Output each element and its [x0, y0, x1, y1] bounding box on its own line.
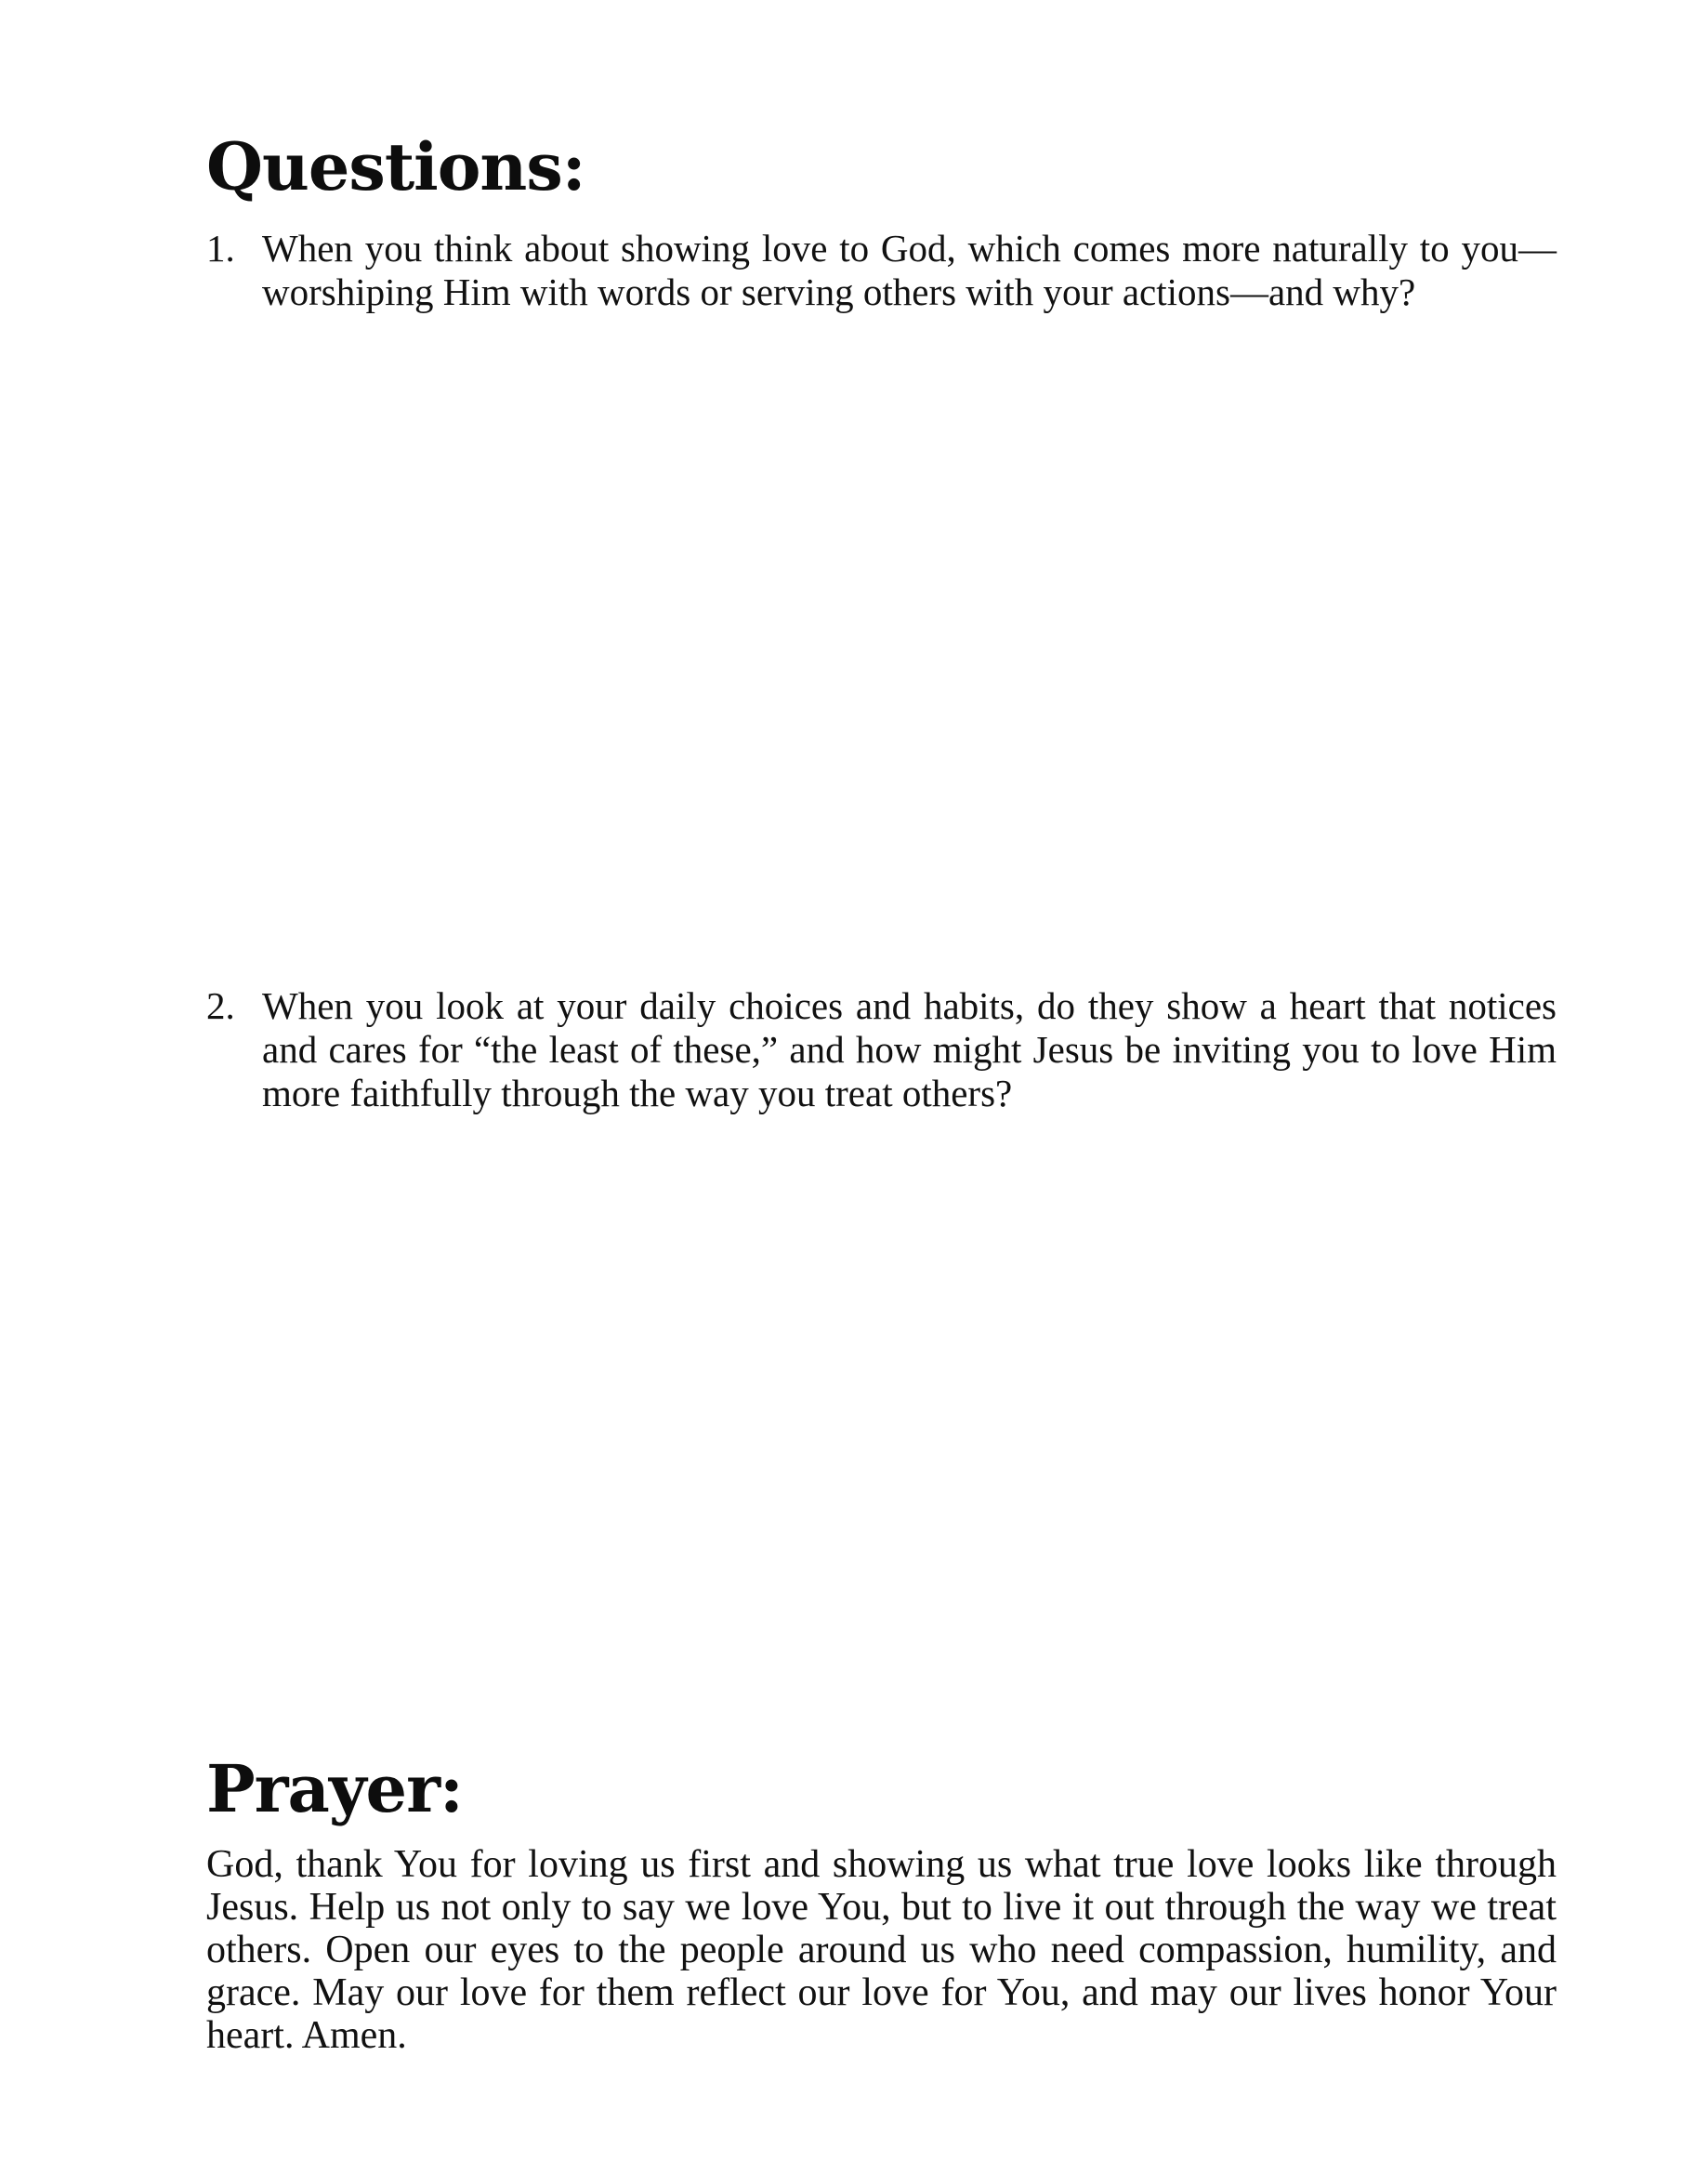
question-item: [206, 227, 1557, 314]
question-number: 1.: [206, 227, 235, 270]
prayer-heading: Prayer:: [206, 1750, 463, 1827]
question-text: When you look at your daily choices and habits, do they show a heart that notices and cares for “the least of these,” and how might Jesus be inviting you to love Him more faithfully through the way you treat others?: [262, 984, 1557, 1114]
question-number: 2.: [206, 984, 235, 1027]
prayer-text: God, thank You for loving us first and showing us what true love looks like through Jesus. Help us not only to say we love You, but to live it out through the way we treat others. Open our eyes to the people around us who need compassion, humility, and grace. May our love for them reflect our love for You, and may our lives honor Your heart. Amen.: [206, 1843, 1557, 2057]
questions-heading: Questions:: [206, 128, 585, 205]
question-text: When you think about showing love to God, which comes more naturally to you—worshiping Him with words or serving others with your actions—and why?: [262, 227, 1557, 313]
question-item: [206, 984, 1557, 1115]
